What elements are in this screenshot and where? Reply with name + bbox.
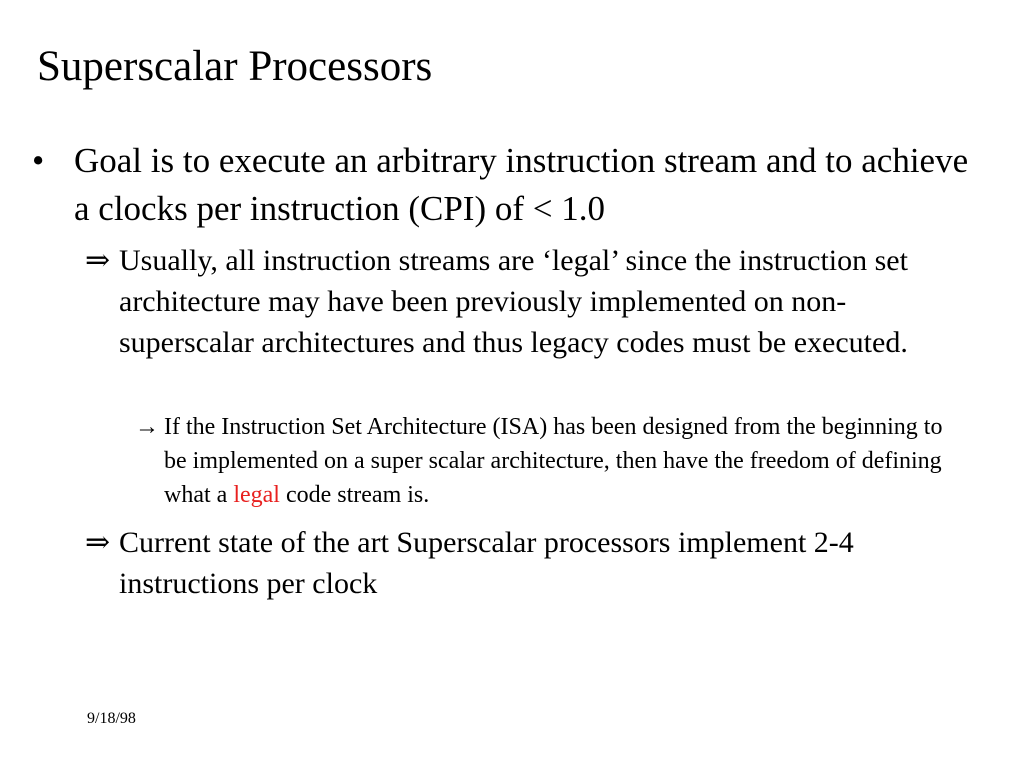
sub-bullet-legal-streams-text: Usually, all instruction streams are ‘legal’ since the instruction set architecture may have been previously implemented on non-superscalar architectures and thus legacy codes must be executed. xyxy=(119,244,908,359)
highlight-legal: legal xyxy=(233,482,280,508)
sub-bullet-current-state-text: Current state of the art Superscalar processors implement 2-4 instructions per clock xyxy=(119,526,854,600)
double-arrow-icon: ⇒ xyxy=(85,526,111,559)
footer-date: 9/18/98 xyxy=(87,710,136,727)
sub-bullet-current-state xyxy=(85,522,969,604)
slide-title: Superscalar Processors xyxy=(37,43,433,90)
sub-sub-bullet-isa-tail: code stream is. xyxy=(279,482,430,508)
bullet-goal xyxy=(32,137,974,233)
bullet-icon: • xyxy=(32,141,45,180)
sub-sub-bullet-isa xyxy=(135,410,964,512)
double-arrow-icon: ⇒ xyxy=(85,244,111,277)
arrow-icon: → xyxy=(135,414,159,440)
bullet-goal-text: Goal is to execute an arbitrary instruction stream and to achieve a clocks per instruction (CPI) of < 1.0 xyxy=(74,141,969,228)
sub-sub-bullet-isa-text: If the Instruction Set Architecture (ISA) has been designed from the beginning to be implemented on a super scalar architecture, then have the freedom of defining what a xyxy=(164,414,943,508)
sub-bullet-legal-streams xyxy=(85,240,969,363)
